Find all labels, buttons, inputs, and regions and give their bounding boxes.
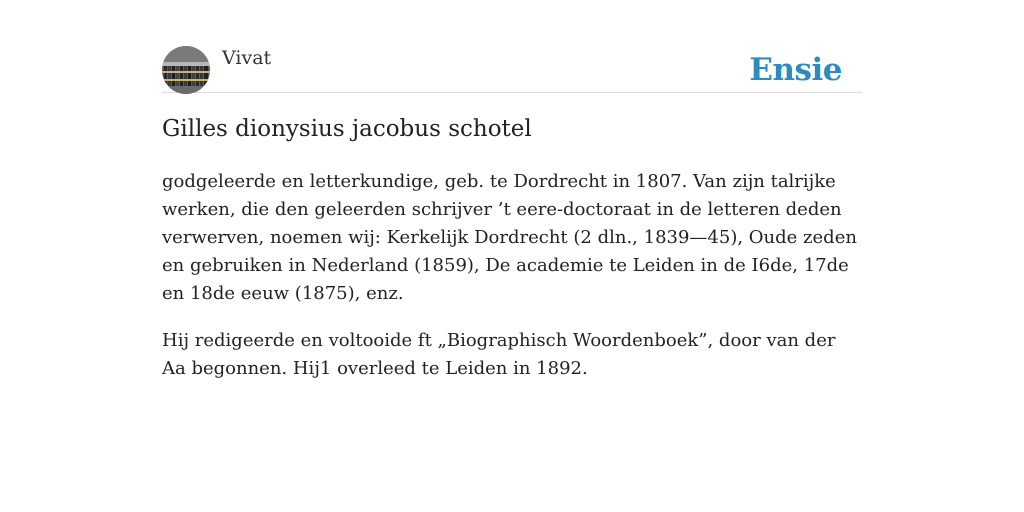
- brand-logo[interactable]: Ensie: [749, 52, 842, 88]
- article-paragraph: Hij redigeerde en voltooide ft „Biographisch Woordenboek”, door van der Aa begonnen. Hij1 overleed te Leiden in 1892.: [162, 330, 836, 379]
- source-name[interactable]: Vivat: [222, 47, 272, 69]
- article-header: [162, 46, 862, 93]
- article-body: [162, 168, 862, 402]
- bookshelf-avatar-icon[interactable]: [162, 46, 210, 94]
- article-paragraph: godgeleerde en letterkundige, geb. te Dordrecht in 1807. Van zijn talrijke werken, die den geleerden schrijver ’t eere-doctoraat in de letteren deden verwerven, noemen wij: Kerkelijk Dordrecht (2 dln., 1839—45), Oude zeden en gebruiken in Nederland (1859), De academie te Leiden in de I6de, 17de en 18de eeuw (1875), enz.: [162, 171, 857, 304]
- article-title: Gilles dionysius jacobus schotel: [162, 116, 532, 142]
